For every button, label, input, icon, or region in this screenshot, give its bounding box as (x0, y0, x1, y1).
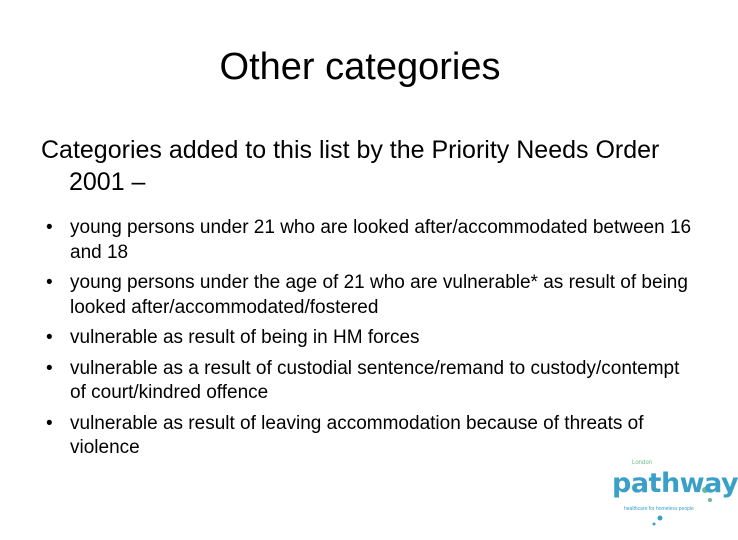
bullet-icon: • (46, 412, 53, 434)
list-item-text: vulnerable as a result of custodial sentence/remand to custody/contempt of court/kindred offence (70, 357, 680, 403)
intro-text: Categories added to this list by the Priority Needs Order 2001 – (41, 136, 660, 196)
bullet-list (46, 216, 696, 467)
list-item-text: vulnerable as result of being in HM forces (70, 327, 420, 348)
list-item (46, 412, 696, 461)
list-item (46, 271, 696, 320)
logo-top-text: London (632, 460, 653, 466)
bullet-icon: • (46, 217, 53, 238)
bullet-icon: • (46, 357, 53, 379)
logo-tagline: healthcare for homeless people (624, 506, 694, 512)
pathway-logo (610, 460, 738, 530)
bullet-icon: • (46, 272, 53, 293)
list-item (46, 326, 696, 351)
list-item (46, 216, 696, 265)
list-item-text: young persons under the age of 21 who are vulnerable* as result of being looked after/accommodated/fostered (70, 272, 688, 318)
logo-wordmark: pathway (612, 468, 738, 499)
list-item-text: young persons under 21 who are looked after/accommodated between 16 and 18 (70, 217, 692, 263)
list-item-text: vulnerable as result of leaving accommodation because of threats of violence (70, 412, 644, 458)
bullet-icon: • (46, 327, 53, 348)
list-item (46, 357, 696, 406)
slide-title: Other categories (219, 46, 501, 88)
